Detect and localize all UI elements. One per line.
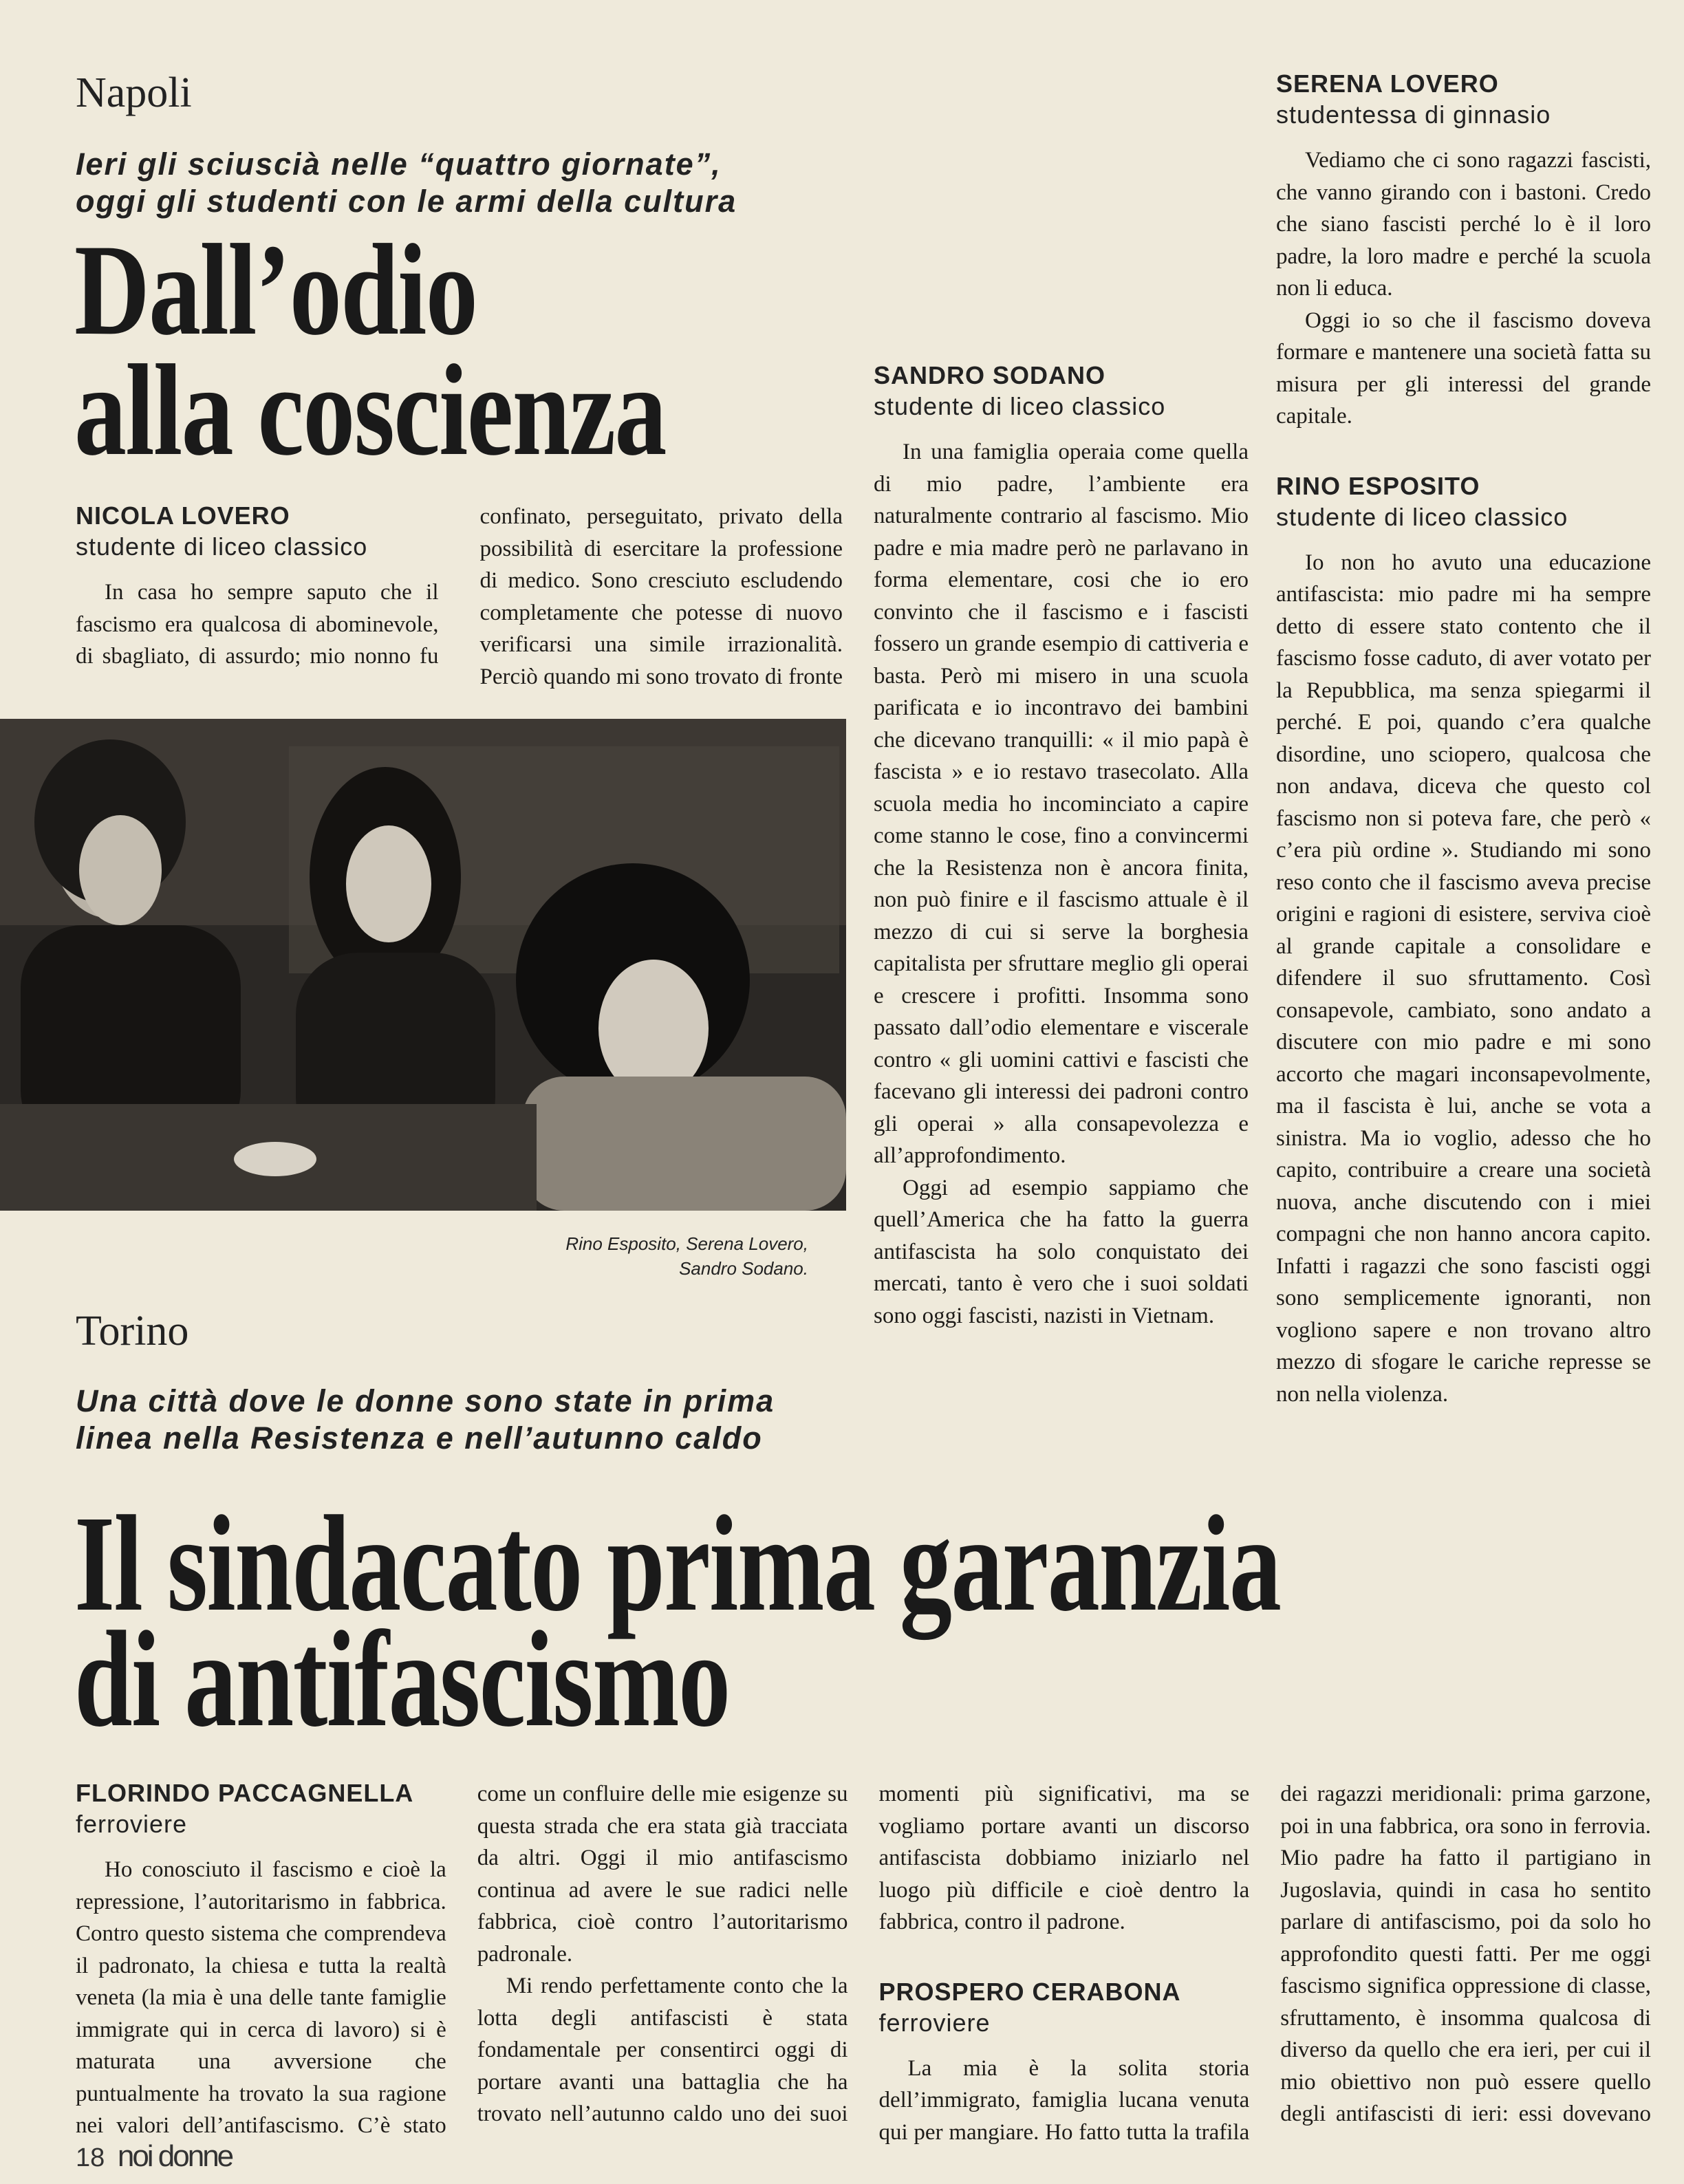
interview-paragraph: In casa ho sempre saputo che il fascismo era qualcosa di abominevole, di sbagliato, di assurdo; mio nonno fu confinato, perseguitato, privato della possibilità di esercitare la professione di medico. Sono cresciuto escludendo completamente che potesse di nuovo verificarsi una simile irrazionalità. Perciò quando mi sono trovato di fronte bbox=[76, 504, 843, 689]
kicker-line: oggi gli studenti con le armi della cultura bbox=[76, 184, 737, 219]
torino-interviews bbox=[76, 1778, 1651, 2150]
interviewee-name: NICOLA LOVERO bbox=[76, 501, 290, 530]
page-footer bbox=[76, 2139, 232, 2174]
interview-paragraph: La mia è la solita storia dell’immigrato, famiglia lucana venuta qui per mangiare. Ho fatto tutta la trafila dei ragazzi meridionali: prima garzone, poi in una fabbrica, ora sono in ferrovia. Mio padre ha fatto il partigiano in Jugoslavia, quindi in casa ho sentito parlare di antifascismo, poi da solo ho approfondito questi fatti. Per me oggi fascismo significa oppressione di classe, sfruttamento, è insomma qualcosa di diverso da quello che era ieri, per cui il mio obiettivo non può essere quello degli antifascisti di ieri: essi dovevano bbox=[878, 1782, 1651, 2145]
interviewee-name: SERENA LOVERO bbox=[1276, 69, 1499, 98]
kicker-line: Una città dove le donne sono state in prima bbox=[76, 1383, 775, 1418]
interview-paragraph: Mi rendo perfettamente conto che la lotta degli antifascisti è stata fondamentale per consentirci oggi di portare avanti una battaglia che ha trovato nell’autunno caldo uno dei suoi momenti più significativi, ma se vogliamo portare avanti un discorso antifascista dobbiamo iniziarlo nel luogo più difficile e cioè dentro la fabbrica, contro il padrone. bbox=[477, 1782, 1250, 2126]
section-kicker bbox=[76, 1383, 853, 1457]
photo-students bbox=[0, 719, 846, 1211]
photo-caption bbox=[396, 1231, 808, 1281]
interview-paragraph: Oggi io so che il fascismo doveva formare e mantenere una società fatta su misura per gli interessi del grande capitale. bbox=[1276, 307, 1651, 429]
interviewee-role: ferroviere bbox=[878, 2008, 991, 2037]
article-headline bbox=[74, 218, 845, 483]
interview-sandro-sodano bbox=[874, 72, 1249, 1332]
section-city-torino: Torino bbox=[76, 1308, 189, 1354]
interviewee-role: studente di liceo classico bbox=[1276, 502, 1568, 531]
headline-line: Il sindacato prima garanzia bbox=[74, 1488, 1281, 1640]
interviewee-role: studente di liceo classico bbox=[76, 532, 368, 561]
interviewee-role: studente di liceo classico bbox=[874, 392, 1166, 420]
interviewee-role: studentessa di ginnasio bbox=[1276, 100, 1551, 129]
interviewee-name: SANDRO SODANO bbox=[874, 361, 1106, 389]
interview-rino-esposito bbox=[1276, 471, 1651, 1411]
caption-line: Rino Esposito, Serena Lovero, bbox=[565, 1233, 808, 1254]
headline-line: di antifascismo bbox=[74, 1603, 730, 1755]
interviewee-name: FLORINDO PACCAGNELLA bbox=[76, 1779, 414, 1807]
headline-line: Dall’odio bbox=[74, 218, 477, 363]
interview-paragraph: Vediamo che ci sono ragazzi fascisti, che vanno girando con i bastoni. Credo che siano fascisti perché lo è il loro padre, la loro madre e perché la scuola non li educa. bbox=[1276, 148, 1651, 301]
interview-serena-lovero bbox=[1276, 69, 1651, 1410]
interview-paragraph: In una famiglia operaia come quella di mio padre, l’ambiente era naturalmente contrario al fascismo. Mio padre e mia madre però ne parlavano in forma elementare, cosi che io ero convinto che il fascismo e i fascisti fossero un grande esempio di cattiveria e basta. Però mi misero in una scuola parificata e io incontravo dei bambini che dicevano tranquilli: « il mio papà è fascista » e io restavo trasecolato. Alla scuola media ho incominciato a capire come stanno le cose, fino a convincermi che la Resistenza non è ancora finita, non può finire e il fascismo attuale è il mezzo di cui si serve la borghesia capitalista per sfruttare meglio gli operai e crescere i profitti. Insomma sono passato dall’odio elementare e viscerale contro « gli uomini cattivi e fascisti che facevano gli interessi dei padroni contro gli operai » alla consapevolezza e all’approfondimento. bbox=[874, 440, 1249, 1168]
interview-nicola-lovero bbox=[76, 501, 843, 693]
caption-line: Sandro Sodano. bbox=[679, 1258, 808, 1279]
interviewee-name: RINO ESPOSITO bbox=[1276, 471, 1480, 500]
interview-paragraph: Ho conosciuto il fascismo e cioè la repressione, l’autoritarismo in fabbrica. Contro questo sistema che comprendeva il padronato, la chiesa e tutta la realtà veneta (la mia è una delle tante famiglie immigrate qui in cerca di lavoro) si è maturata una avversione che puntualmente ha trovato la sua ragione nei valori dell’antifascismo. C’è stato come un confluire delle mie esigenze su questa strada che era stata già tracciata da altri. Oggi il mio antifascismo continua ad avere le sue radici nelle fabbrica, cioè contro l’autoritarismo padronale. bbox=[76, 1782, 848, 2138]
magazine-logo: noi donne bbox=[117, 2139, 233, 2173]
interview-paragraph: Oggi ad esempio sappiamo che quell’America che ha fatto la guerra antifascista ha solo conquistato dei mercati, tanto è vero che i suoi soldati sono oggi fascisti, nazisti in Vietnam. bbox=[874, 1175, 1249, 1328]
kicker-line: linea nella Resistenza e nell’autunno caldo bbox=[76, 1420, 763, 1456]
section-kicker bbox=[76, 146, 853, 220]
kicker-line: Ieri gli sciuscià nelle “quattro giornate”, bbox=[76, 147, 722, 182]
interviewee-name: PROSPERO CERABONA bbox=[878, 1977, 1181, 2006]
interview-paragraph: Io non ho avuto una educazione antifascista: mio padre mi ha sempre detto di essere stato contento che il fascismo fosse caduto, di aver votato per la Repubblica, ma senza spiegarmi il perché. E poi, quando c’era qualche disordine, uno sciopero, qualcosa che non andava, diceva che questo col fascismo non si poteva fare, che però « c’era più ordine ». Studiando mi sono reso conto che il fascismo aveva precise origini e ragioni di esistere, serviva cioè al grande capitale a consolidare e difendere il suo sfruttamento. Così consapevole, cambiato, sono andato a discutere con mio padre e mi sono accorto che magari inconsapevolmente, ma il fascista è lui, anche se vota a sinistra. Ma io voglio, adesso che ho capito, contribuire a creare una società nuova, anche discutendo con i miei compagni che non hanno ancora capito. Infatti i ragazzi che sono fascisti oggi sono semplicemente ignoranti, non vogliono sapere e non trovano altro mezzo di sfogare le cariche represse se non nella violenza. bbox=[1276, 550, 1651, 1407]
page-number: 18 bbox=[76, 2143, 105, 2172]
interviewee-role: ferroviere bbox=[76, 1810, 188, 1838]
photo-image bbox=[0, 719, 846, 1211]
headline-line: alla coscienza bbox=[74, 338, 666, 483]
section-city-napoli: Napoli bbox=[76, 69, 192, 116]
article-headline bbox=[74, 1488, 1538, 1755]
